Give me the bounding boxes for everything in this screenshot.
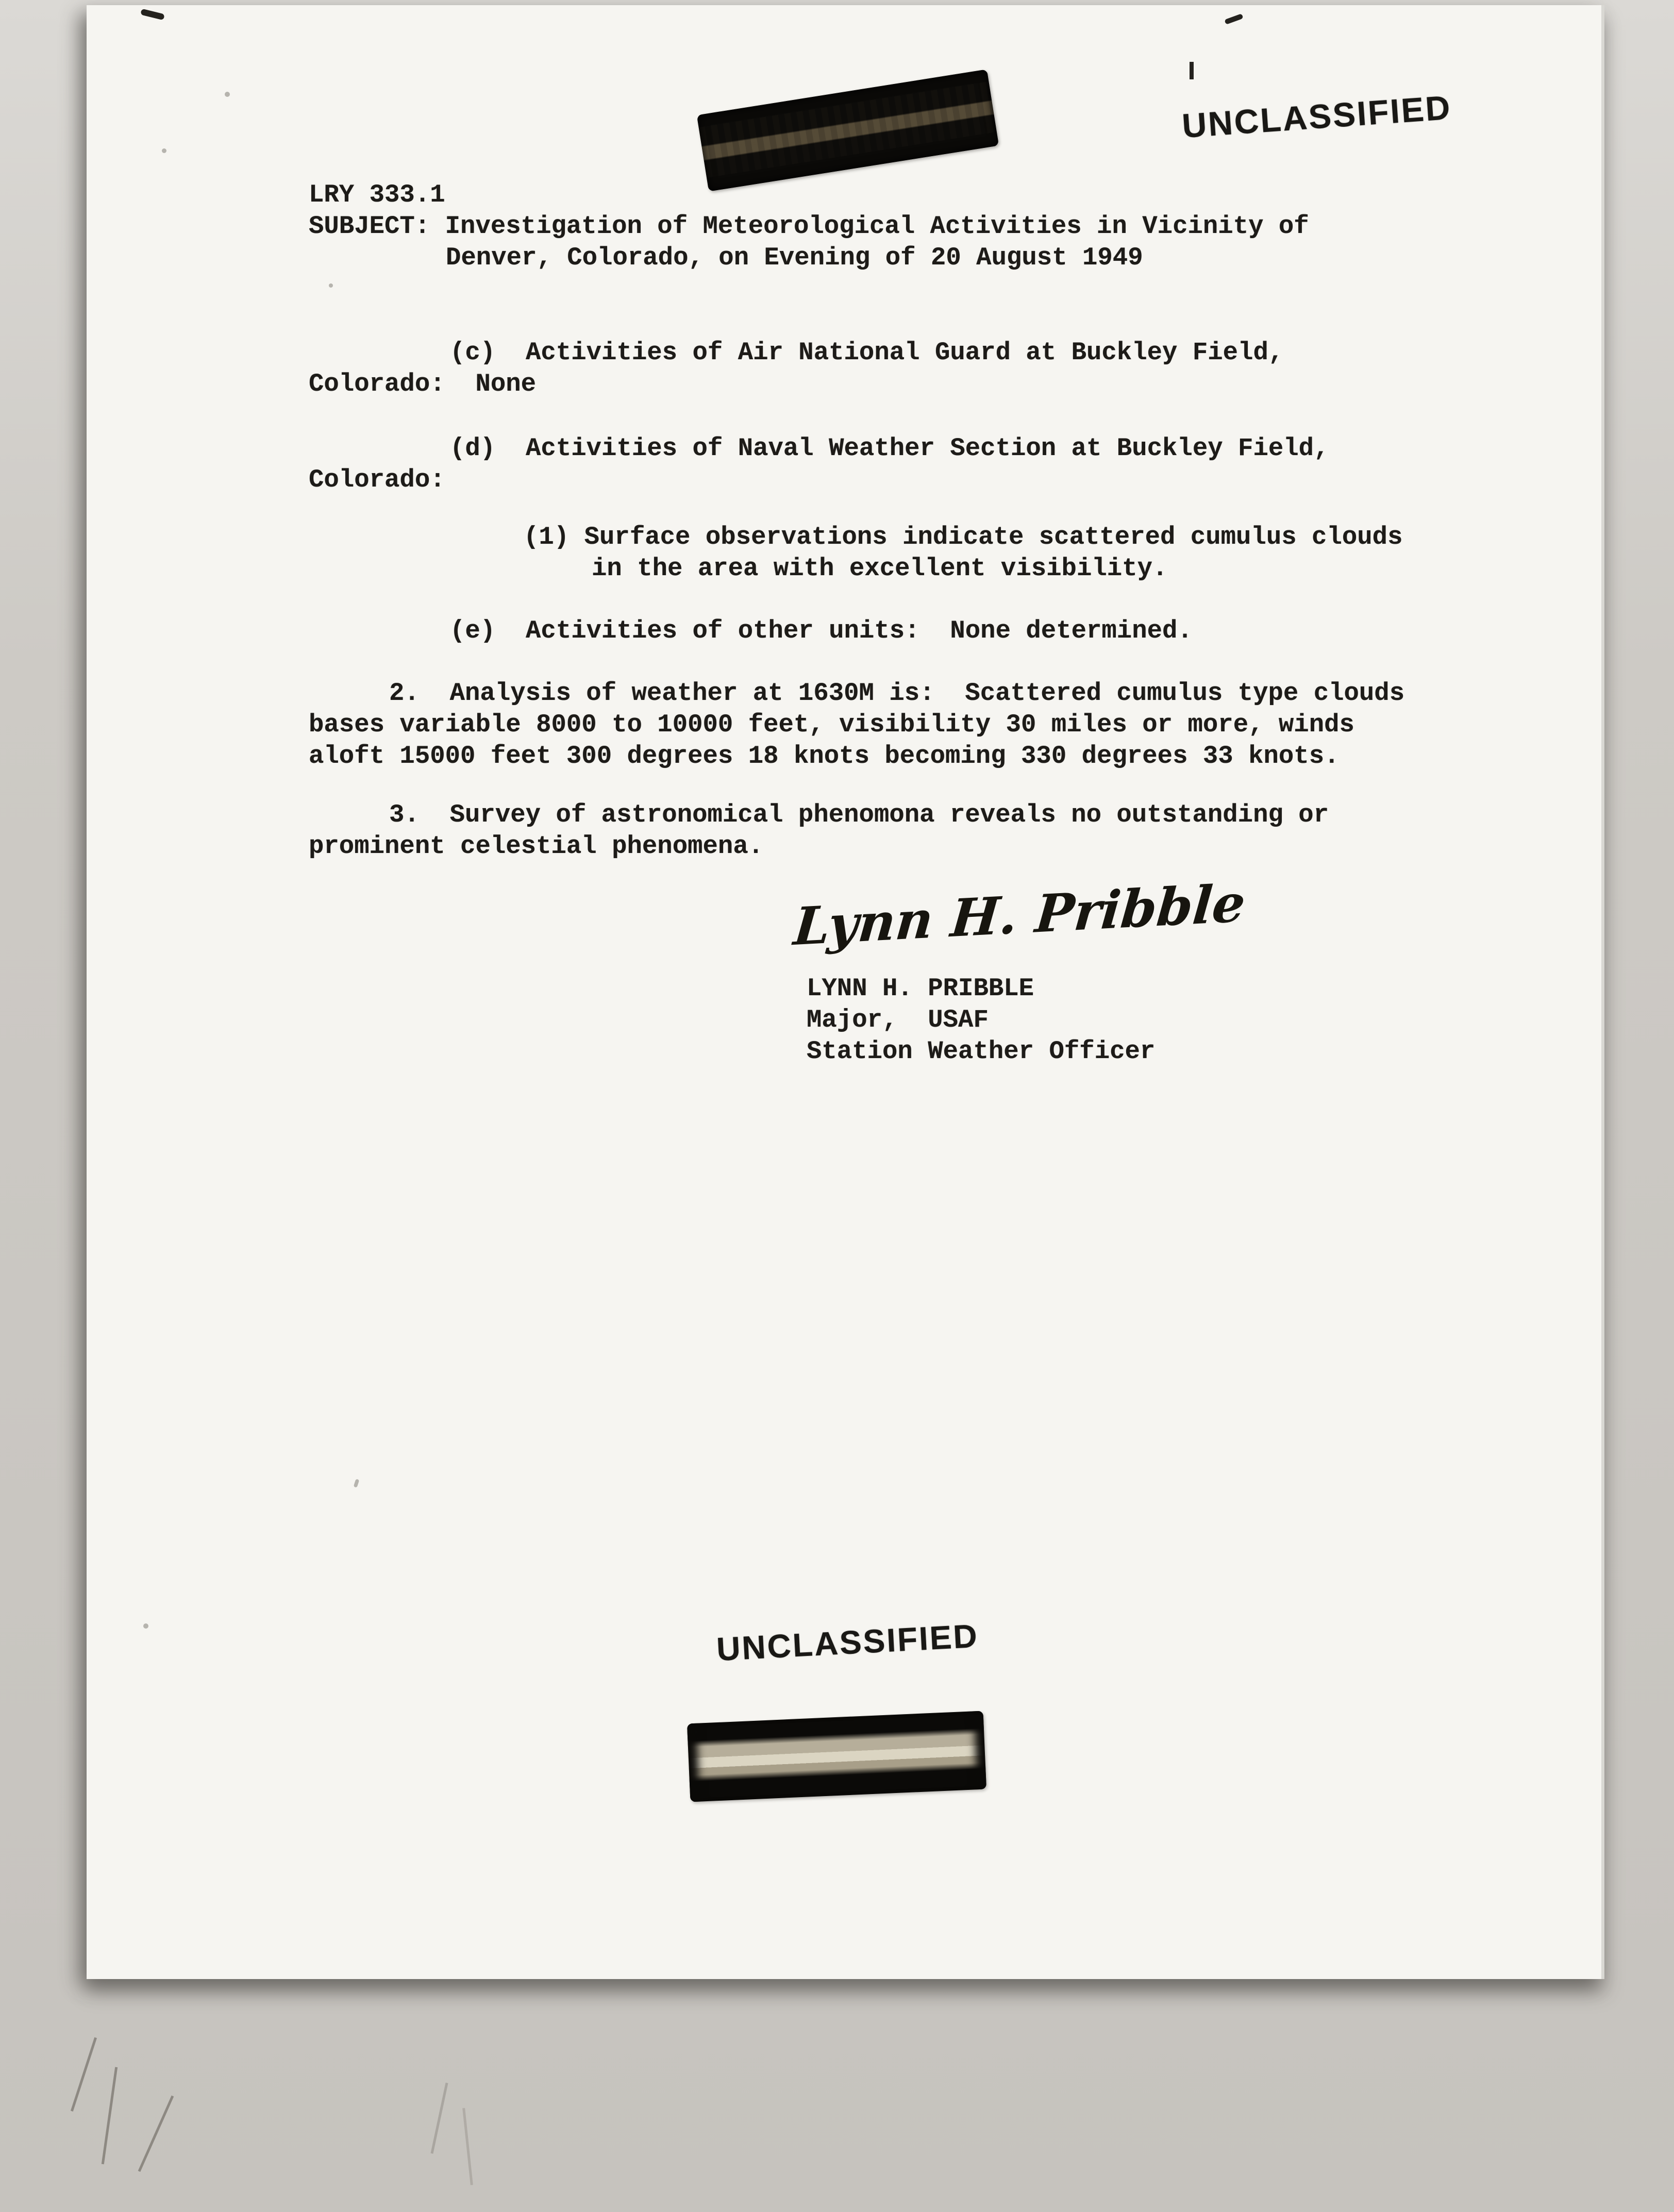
item-c-line-2: Colorado: None: [309, 370, 537, 398]
item-d-line-1: (d) Activities of Naval Weather Section at Buckley Field,: [450, 434, 1329, 463]
subject-line-2: Denver, Colorado, on Evening of 20 August 1949: [446, 243, 1143, 272]
doc-ref: LRY 333.1: [309, 180, 445, 209]
backdrop-scribble: [462, 2108, 473, 2185]
scan-speck: [143, 1623, 148, 1629]
scan-speck: [354, 1479, 360, 1487]
para-2-line-1: 2. Analysis of weather at 1630M is: Scattered cumulus type clouds: [389, 679, 1405, 708]
signature-title: Station Weather Officer: [807, 1037, 1156, 1066]
handwritten-signature: Lynn H. Pribble: [791, 872, 1248, 958]
backdrop-scribble: [138, 2096, 174, 2172]
scan-artifact: [1224, 13, 1243, 25]
item-d-line-2: Colorado:: [309, 465, 445, 494]
scan-artifact: [140, 9, 165, 21]
item-e-line-1: (e) Activities of other units: None determined.: [450, 616, 1193, 645]
item-d1-line-1: (1) Surface observations indicate scattered cumulus clouds: [524, 523, 1403, 551]
unclassified-stamp-top: UNCLASSIFIED: [1181, 88, 1453, 145]
scan-speck: [329, 283, 333, 288]
ink-stamp-bottom: [687, 1711, 986, 1802]
para-2-line-2: bases variable 8000 to 10000 feet, visibility 30 miles or more, winds: [309, 710, 1354, 739]
ink-stamp-top: [697, 69, 999, 191]
scan-speck: [162, 148, 166, 153]
backdrop-scribble: [71, 2037, 97, 2112]
unclassified-stamp-bottom: UNCLASSIFIED: [715, 1617, 980, 1668]
item-d1-line-2: in the area with excellent visibility.: [592, 554, 1168, 583]
signature-rank: Major, USAF: [807, 1006, 989, 1034]
subject-line-1: SUBJECT: Investigation of Meteorological Activities in Vicinity of: [309, 212, 1309, 241]
para-2-line-3: aloft 15000 feet 300 degrees 18 knots becoming 330 degrees 33 knots.: [309, 742, 1340, 770]
scan-speck: [225, 92, 230, 97]
signature-name: LYNN H. PRIBBLE: [807, 974, 1034, 1003]
document-page: [87, 5, 1604, 1979]
scan-artifact: [1190, 62, 1194, 79]
para-3-line-1: 3. Survey of astronomical phenomona reveals no outstanding or: [389, 800, 1329, 829]
backdrop-scribble: [102, 2067, 118, 2165]
item-c-line-1: (c) Activities of Air National Guard at Buckley Field,: [450, 338, 1284, 367]
para-3-line-2: prominent celestial phenomena.: [309, 832, 764, 861]
backdrop-scribble: [431, 2083, 448, 2154]
